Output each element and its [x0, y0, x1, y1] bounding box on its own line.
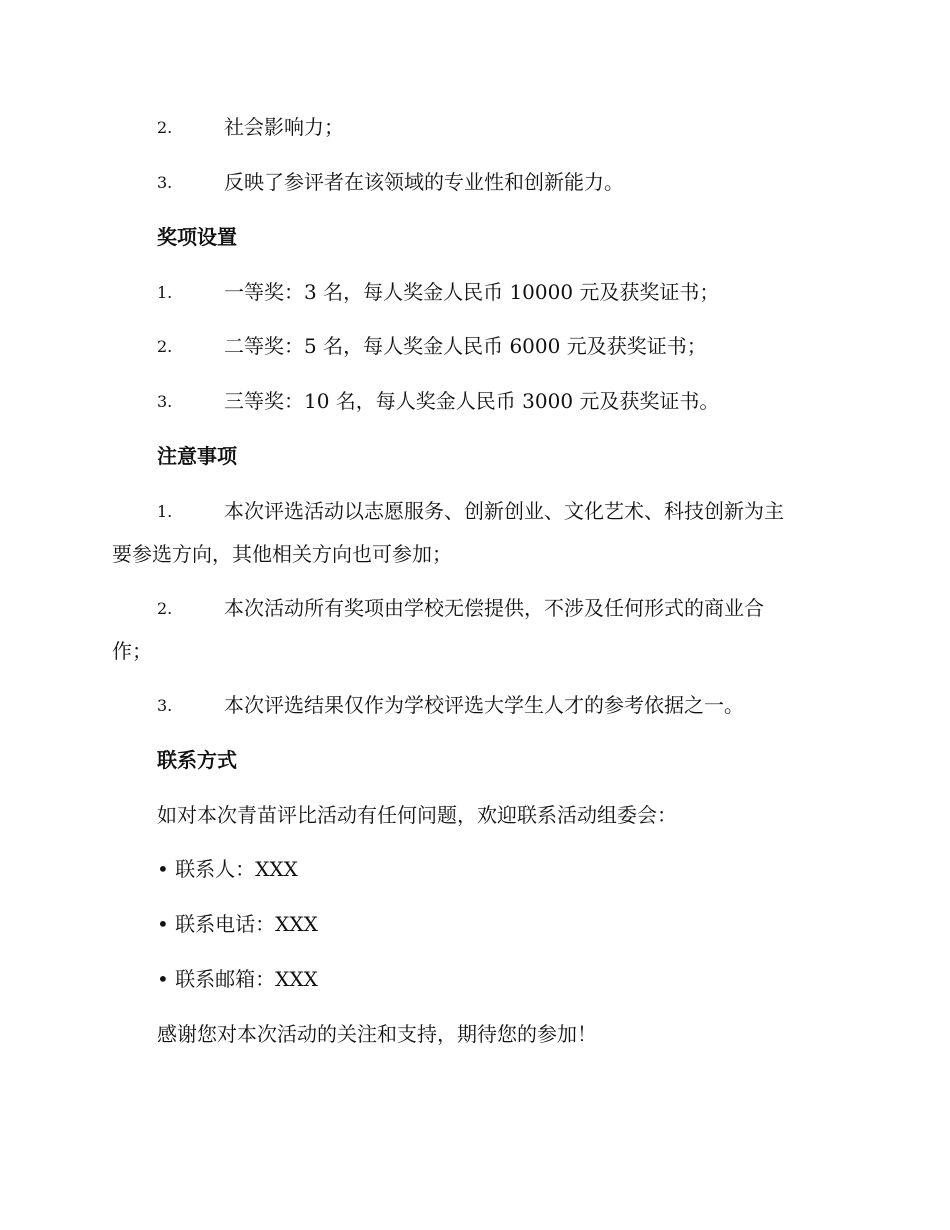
note-item-1-number: 1. [157, 502, 173, 521]
criteria-item-2-text: 社会影响力； [224, 115, 344, 139]
award-item-1-text: 一等奖：3 名，每人奖金人民币 10000 元及获奖证书； [224, 280, 720, 304]
award-item-2-number: 2. [157, 337, 173, 356]
note-item-3-line-1: 本次评选结果仅作为学校评选大学生人才的参考依据之一。 [224, 693, 744, 717]
award-item-2-text: 二等奖：5 名，每人奖金人民币 6000 元及获奖证书； [224, 334, 707, 358]
criteria-item-2-number: 2. [157, 118, 173, 137]
contact-intro: 如对本次青苗评比活动有任何问题，欢迎联系活动组委会： [157, 803, 677, 827]
contact-phone: • 联系电话：XXX [157, 912, 318, 936]
contact-person: • 联系人：XXX [157, 857, 298, 881]
note-item-2-line-1: 本次活动所有奖项由学校无偿提供，不涉及任何形式的商业合 [224, 596, 764, 620]
award-item-1-number: 1. [157, 283, 173, 302]
note-item-1-line-2: 要参选方向，其他相关方向也可参加； [112, 542, 452, 566]
contact-email: • 联系邮箱：XXX [157, 967, 318, 991]
contact-heading: 联系方式 [157, 748, 237, 772]
note-item-3-number: 3. [157, 696, 173, 715]
criteria-item-3-number: 3. [157, 173, 173, 192]
closing-message: 感谢您对本次活动的关注和支持，期待您的参加！ [157, 1022, 597, 1046]
awards-heading: 奖项设置 [157, 225, 237, 249]
award-item-3-number: 3. [157, 392, 173, 411]
note-item-2-number: 2. [157, 599, 173, 618]
notes-heading: 注意事项 [157, 444, 237, 468]
award-item-3-text: 三等奖：10 名，每人奖金人民币 3000 元及获奖证书。 [224, 389, 720, 413]
note-item-2-line-2: 作； [112, 639, 152, 663]
criteria-item-3-text: 反映了参评者在该领域的专业性和创新能力。 [224, 170, 624, 194]
note-item-1-line-1: 本次评选活动以志愿服务、创新创业、文化艺术、科技创新为主 [224, 499, 784, 523]
